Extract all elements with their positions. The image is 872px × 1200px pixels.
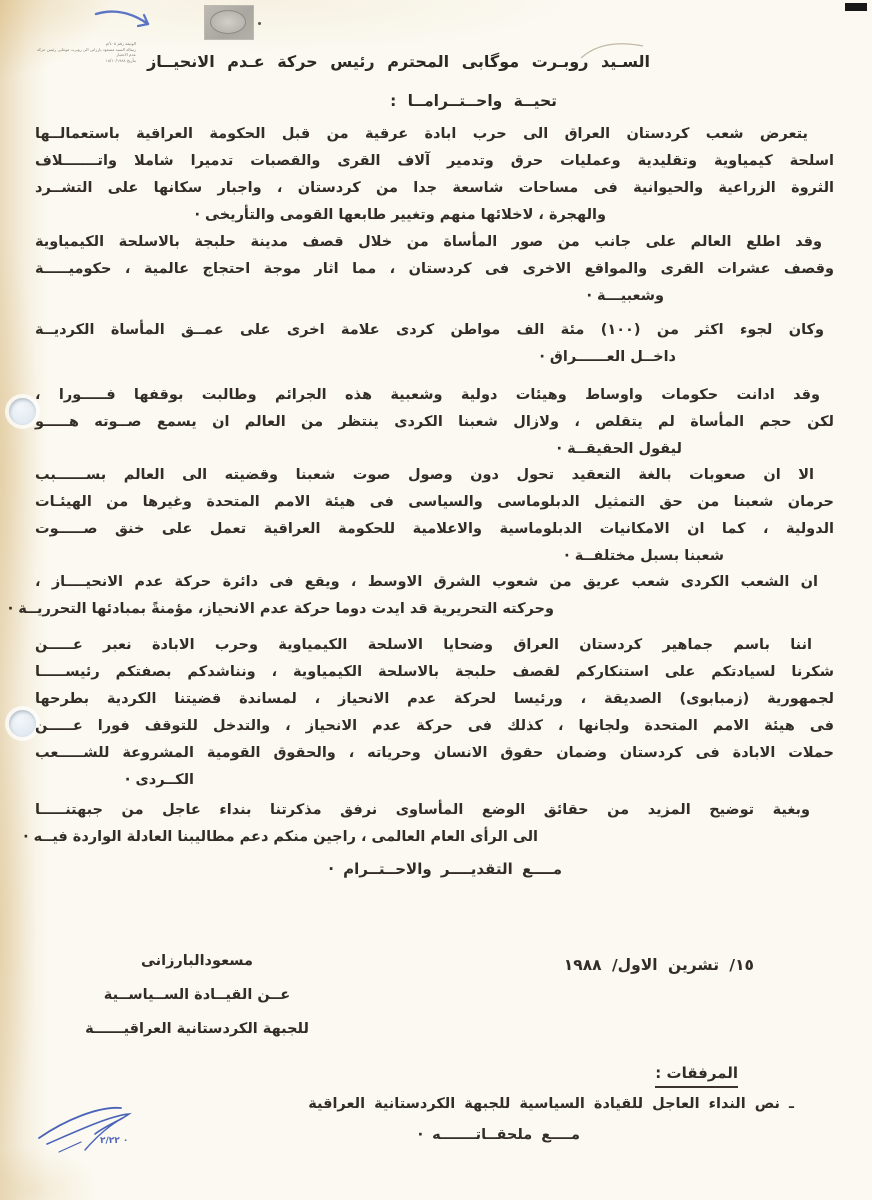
- letter-line: الى الرأى العام العالمى ، راجين منكم دعم مطاليبنا العادلة الواردة فيــه ·: [23, 829, 538, 845]
- letter-line: شعبنا بسبل مختلفــة ·: [564, 548, 724, 564]
- paragraph: [35, 462, 834, 570]
- attachments-heading: المرفقات :: [655, 1064, 738, 1088]
- scan-artifact-bar: [845, 3, 867, 11]
- letter-line: وبغية توضيح المزيد من حقائق الوضع المأساوى نرفق مذكرتنا بنداء عاجل من جبهتنـــــا: [35, 802, 810, 818]
- signature-name: مسعودالبارزانى: [140, 953, 253, 969]
- letter-line: شكرنا لسيادتكم على استنكاركم لقصف حلبجة بالاسلحة الكيمياوية ، ونناشدكم بصفتكم رئيســـــا: [35, 664, 834, 680]
- archival-note-line: رسالة السيد مسعود بارزانى الى روبرت موغابى رئيس حركة عدم الانحياز: [36, 46, 136, 57]
- seal-stamp-oval: [210, 10, 246, 34]
- letter-line: الدولية ، كما ان الامكانيات الدبلوماسية والاعلامية للحكومة العراقية تعمل على خنق صـــــوت: [35, 521, 834, 537]
- handwritten-number: ٠ ٢/٢٢: [100, 1136, 129, 1146]
- paragraph: [23, 797, 834, 851]
- date-line: ١٥/ تشرين الاول/ ١٩٨٨: [563, 956, 754, 974]
- attachments-item: ـ نص النداء العاجل للقيادة السياسية للجبهة الكردستانية العراقية: [308, 1096, 794, 1112]
- letter-line: وحركته التحريرية قد ايدت دوما حركة عدم الانحياز، مؤمنةً بمبادئها التحرريــة ·: [7, 601, 554, 617]
- salutation-line: تحيــة واحــتــرامــا :: [390, 92, 557, 110]
- archival-note: [34, 41, 136, 63]
- letter-line: حملات الابادة فى كردستان وضمان حقوق الانسان وحرياته ، والحقوق القومية المشروعة للشـــــعب: [35, 745, 834, 761]
- attachments-item-continuation: مــــع ملحقــاتـــــــه ·: [417, 1127, 580, 1143]
- letter-line: داخــل العــــــراق ·: [539, 349, 676, 365]
- addressee-line: السـيد روبـرت موگابى المحترم رئيس حركة عـدم الانحيــاز: [147, 52, 650, 71]
- letter-line: وقصف عشرات القرى والمواقع الاخرى فى كردستان ، مما اثار موجة احتجاج عالمية ، حكوميـــــة: [35, 261, 834, 277]
- letter-line: لكن حجم المأساة لم يتقلص ، ولازال شعبنا الكردى ينتظر من العالم ان يسمع صــوته هـــــو: [35, 414, 834, 430]
- letter-line: وقد ادانت حكومات واوساط وهيئات دولية وشعبية هذه الجرائم وطالبت بوقفها فـــــورا ،: [35, 387, 820, 403]
- paragraph: [35, 382, 834, 463]
- punch-hole: [9, 710, 36, 737]
- archival-note-line: الوثيقة رقم ٤٠٥/م: [105, 41, 136, 46]
- letter-line: وكان لجوء اكثر من (١٠٠) مئة الف مواطن كردى علامة اخرى على عمــق المأساة الكرديــة: [35, 322, 824, 338]
- paragraph: [7, 569, 834, 623]
- letter-line: يتعرض شعب كردستان العراق الى حرب ابادة عرقية من قبل الحكومة العراقية باستعمالــها: [35, 126, 808, 142]
- letter-line: الكــردى ·: [124, 772, 194, 788]
- letter-line: ليقول الحقيقــة ·: [556, 441, 682, 457]
- closing-line: مــــع التقديــــر والاحــتــرام ·: [328, 860, 562, 878]
- letter-line: حرمان شعبنا من حق التمثيل الدبلوماسى والسياسى فى هيئة الامم المتحدة وغيرها من الهيئـات: [35, 494, 834, 510]
- letter-line: الثروة الزراعية والحيوانية فى مساحات شاسعة جدا من كردستان ، واجبار سكانها على التشــرد: [35, 180, 834, 196]
- letter-line: وقد اطلع العالم على جانب من صور المأساة من خلال قصف مدينة حلبجة بالاسلحة الكيمياوية: [35, 234, 822, 250]
- letter-line: وشعبيـــة ·: [586, 288, 664, 304]
- signature-block: [52, 944, 342, 1046]
- letter-line: لجمهورية (زمبابوى) الصديقة ، ورئيسا لحركة عدم الانحياز ، لمساندة قضيتنا الكردية بطرحها: [35, 691, 834, 707]
- letter-line: والهجرة ، لاخلائها منهم وتغيير طابعها القومى والتأريخى ·: [194, 207, 606, 223]
- seal-stamp: [205, 6, 253, 39]
- letter-line: الا ان صعوبات بالغة التعقيد تحول دون وصول صوت شعبنا وقضيته الى العالم بســــــبب: [35, 467, 814, 483]
- paragraph: [35, 229, 834, 310]
- punch-hole: [9, 398, 36, 425]
- archival-note-line: بتأريخ ١٥/١٠/١٩٨٨: [105, 57, 136, 63]
- letter-line: فى هيئة الامم المتحدة ولجانها ، كذلك فى حركة عدم الانحياز ، والتدخل للتوقف فورا عـــــن: [35, 718, 834, 734]
- signature-title: عــن القيــادة الســياســية: [103, 987, 291, 1003]
- handwritten-initials: [25, 1092, 175, 1172]
- paragraph: [35, 317, 834, 371]
- signature-title: للجبهة الكردستانية العراقيــــــة: [85, 1021, 309, 1037]
- paragraph: [35, 632, 834, 794]
- letter-line: ان الشعب الكردى شعب عريق من شعوب الشرق الاوسط ، ويقع فى دائرة حركة عدم الانحيــــاز ،: [35, 574, 818, 590]
- letter-line: اسلحة كيمياوية وتقليدية وعمليات حرق وتدمير آلاف القرى والقصبات تدميرا شاملا واتـــــــلاف: [35, 153, 834, 169]
- letter-line: اننا باسم جماهير كردستان العراق وضحايا الاسلحة الكيمياوية وحرب الابادة نعبر عـــــن: [35, 637, 812, 653]
- paragraph: [35, 121, 834, 229]
- ink-speck: [258, 22, 261, 25]
- blue-pen-arrow-icon: [90, 4, 170, 36]
